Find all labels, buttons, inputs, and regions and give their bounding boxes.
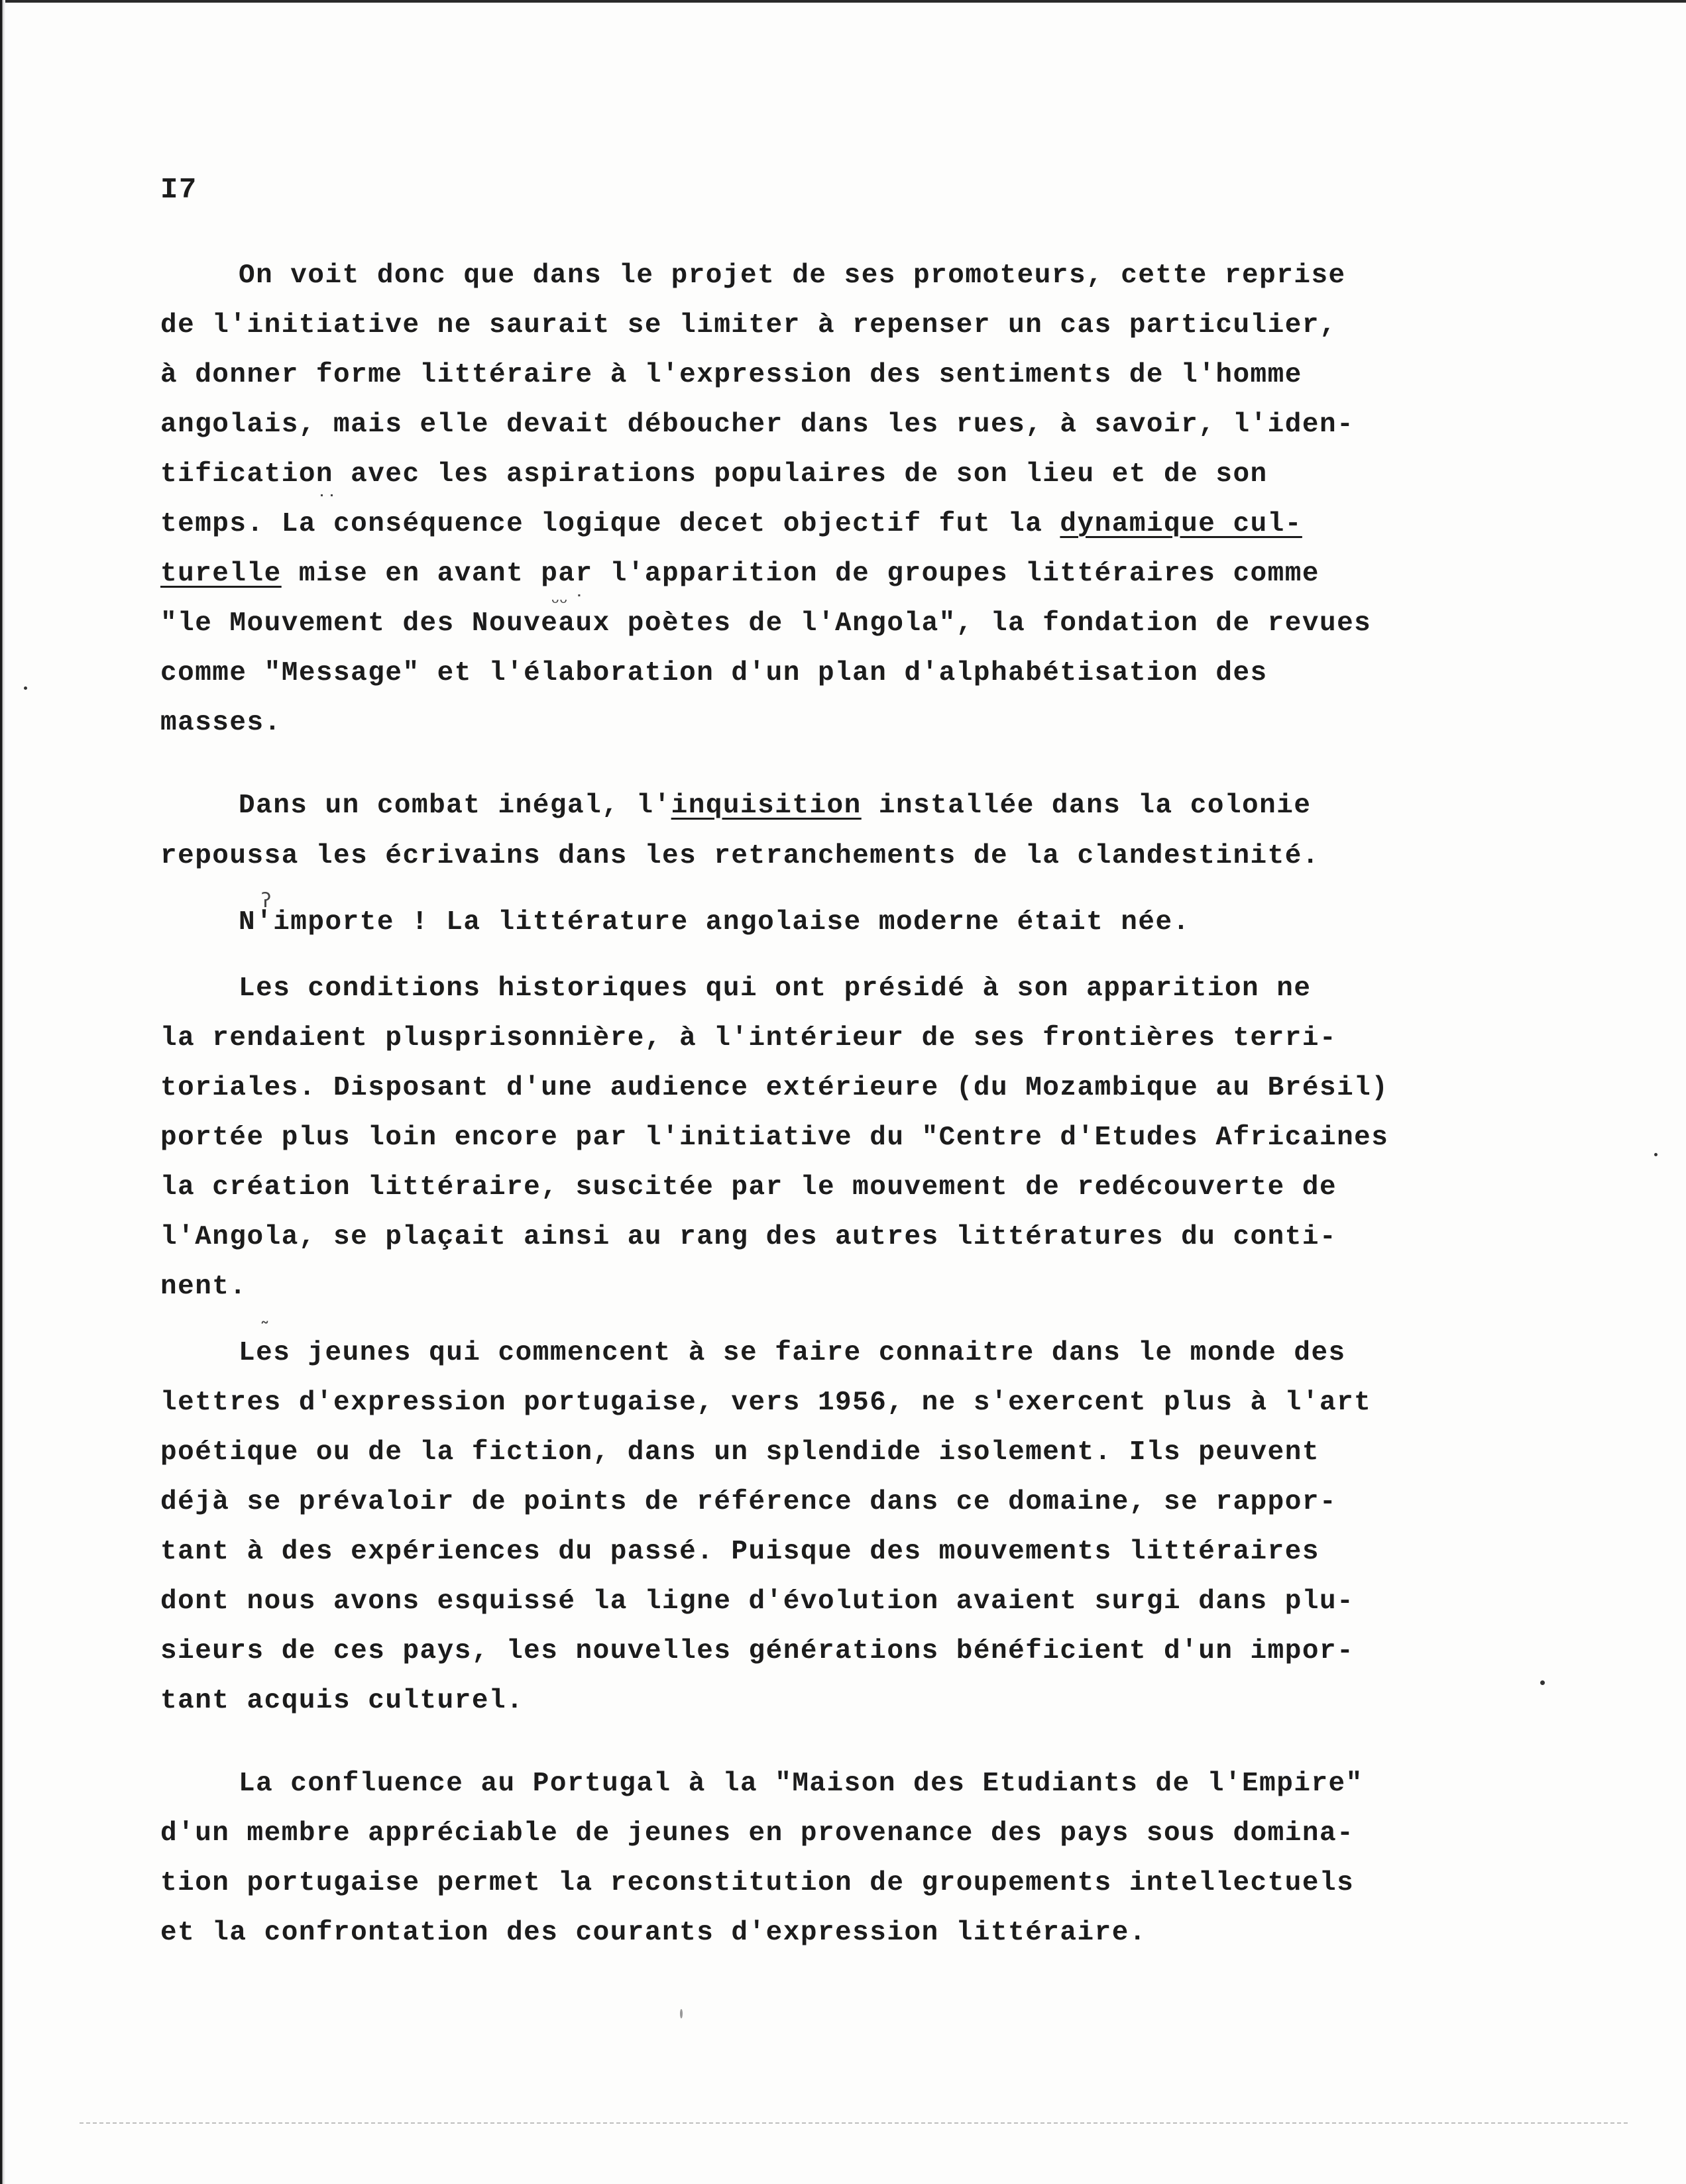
underlined-term: turelle: [160, 559, 282, 589]
text-line: tant acquis culturel.: [160, 1686, 524, 1716]
text-line: tification avec les aspirations populaires de son lieu et de son: [160, 459, 1268, 490]
text-line: l'Angola, se plaçait ainsi au rang des autres littératures du conti-: [160, 1222, 1337, 1252]
text-line: N'importe ! La littérature angolaise moderne était née.: [239, 907, 1190, 938]
scan-left-edge: [0, 0, 5, 2184]
text-line: d'un membre appréciable de jeunes en provenance des pays sous domina-: [160, 1818, 1355, 1849]
page-number: I7: [160, 174, 197, 207]
scan-speck: [24, 686, 27, 690]
text-line: portée plus loin encore par l'initiative du "Centre d'Etudes Africaines: [160, 1122, 1389, 1153]
text-line: et la confrontation des courants d'expression littéraire.: [160, 1918, 1147, 1948]
scan-top-edge: [0, 0, 1686, 3]
text-line: La confluence au Portugal à la "Maison des Etudiants de l'Empire": [239, 1769, 1363, 1799]
text-line: masses.: [160, 708, 282, 738]
underlined-term: inquisition: [671, 791, 862, 821]
text-line: la création littéraire, suscitée par le mouvement de redécouverte de: [160, 1172, 1337, 1203]
correction-mark: ˜: [260, 1319, 270, 1342]
text-line: On voit donc que dans le projet de ses promoteurs, cette reprise: [239, 260, 1346, 291]
text-run: installée dans la colonie: [861, 791, 1312, 821]
correction-mark: ʔ: [261, 889, 272, 912]
correction-mark: ᵕᵕ ˙: [551, 592, 585, 615]
text-line: dont nous avons esquissé la ligne d'évolution avaient surgi dans plu-: [160, 1586, 1355, 1617]
text-line: [239, 782, 1311, 830]
text-line: à donner forme littéraire à l'expression des sentiments de l'homme: [160, 360, 1302, 390]
text-line: tant à des expériences du passé. Puisque des mouvements littéraires: [160, 1537, 1320, 1567]
text-line: angolais, mais elle devait déboucher dans les rues, à savoir, l'iden-: [160, 410, 1355, 440]
text-line: sieurs de ces pays, les nouvelles générations bénéficient d'un impor-: [160, 1636, 1355, 1666]
scan-speck: [1540, 1680, 1545, 1685]
text-line: Les jeunes qui commencent à se faire connaitre dans le monde des: [239, 1338, 1346, 1368]
text-run: temps. La conséquence logique decet objectif fut la: [160, 509, 1060, 539]
text-line: comme "Message" et l'élaboration d'un plan d'alphabétisation des: [160, 658, 1268, 688]
text-line: toriales. Disposant d'une audience extérieure (du Mozambique au Brésil): [160, 1073, 1389, 1103]
text-line: "le Mouvement des Nouveaux poètes de l'Angola", la fondation de revues: [160, 608, 1372, 639]
text-line: déjà se prévaloir de points de référence dans ce domaine, se rappor-: [160, 1487, 1337, 1517]
scan-speck: [680, 2009, 683, 2018]
text-line: poétique ou de la fiction, dans un splendide isolement. Ils peuvent: [160, 1437, 1320, 1468]
scan-bottom-rule: [80, 2122, 1630, 2124]
correction-mark: ˙˙: [317, 492, 337, 515]
text-line: tion portugaise permet la reconstitution de groupements intellectuels: [160, 1868, 1355, 1898]
text-run: mise en avant par l'apparition de groupes littéraires comme: [281, 559, 1320, 589]
text-line: nent.: [160, 1272, 247, 1302]
text-line: [160, 550, 1320, 598]
text-line: lettres d'expression portugaise, vers 1956, ne s'exercent plus à l'art: [160, 1388, 1372, 1418]
text-line: repoussa les écrivains dans les retranchements de la clandestinité.: [160, 841, 1320, 871]
text-line: de l'initiative ne saurait se limiter à repenser un cas particulier,: [160, 310, 1337, 341]
scan-speck: [1654, 1153, 1658, 1156]
underlined-term: dynamique cul-: [1060, 509, 1302, 539]
text-line: Les conditions historiques qui ont présidé à son apparition ne: [239, 973, 1312, 1004]
text-line: la rendaient plusprisonnière, à l'intérieur de ses frontières terri-: [160, 1023, 1337, 1054]
text-run: Dans un combat inégal, l': [239, 791, 671, 821]
